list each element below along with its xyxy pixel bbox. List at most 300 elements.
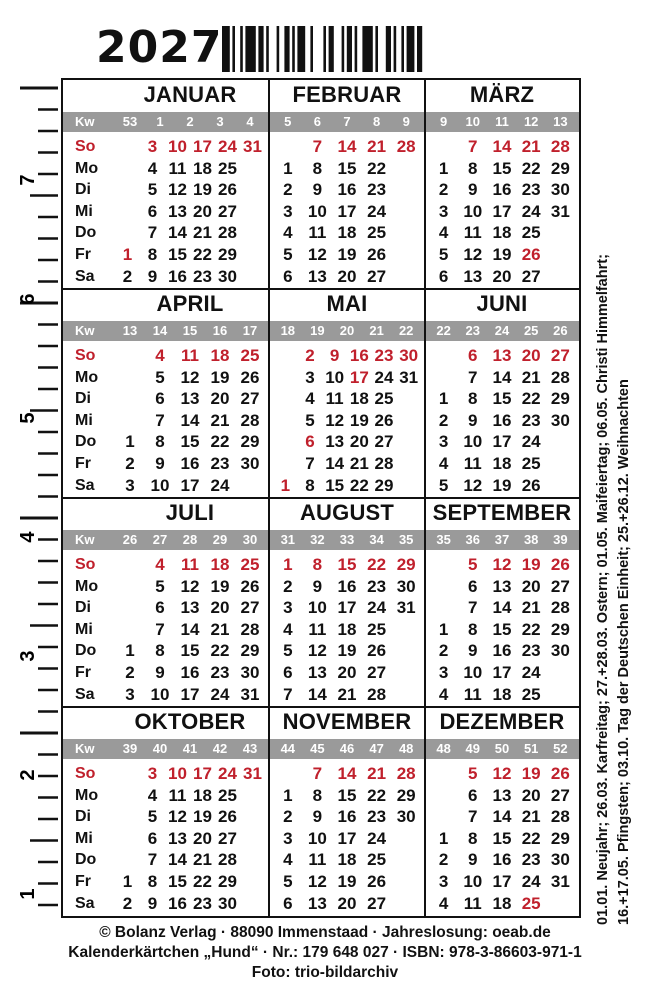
weekday-label: So (75, 347, 96, 364)
barcode-bar (232, 26, 235, 72)
day-cell: 1 (438, 389, 449, 409)
day-cell: 28 (550, 807, 570, 827)
day-cell: 18 (492, 684, 512, 704)
day-cell: 21 (210, 410, 230, 430)
day-cell: 14 (337, 137, 357, 156)
day-cell: 21 (367, 764, 387, 783)
day-cell: 3 (283, 201, 293, 221)
day-cell: 13 (168, 201, 187, 221)
day-cell: 6 (468, 785, 478, 805)
day-cell: 3 (438, 432, 449, 452)
day-cell: 23 (521, 850, 541, 870)
day-cell: 24 (367, 828, 387, 848)
weekday-label: Mo (75, 577, 99, 595)
barcode-bar (266, 26, 269, 72)
weekday-label: Di (75, 599, 91, 617)
day-cell: 16 (492, 180, 512, 200)
day-cell: 12 (325, 410, 345, 430)
barcode-bar (323, 26, 326, 72)
day-cell: 12 (492, 764, 512, 783)
day-cell: 27 (367, 266, 387, 286)
barcode-bar (375, 26, 378, 72)
day-cell: 22 (193, 872, 212, 891)
day-cell: 10 (307, 828, 327, 848)
day-cell: 13 (180, 598, 200, 618)
day-cell: 5 (438, 475, 449, 495)
ruler-number: 2 (17, 769, 39, 781)
barcode-bar (329, 26, 334, 72)
kw-number: 42 (212, 741, 228, 756)
day-cell: 8 (468, 389, 478, 409)
day-cell: 16 (180, 663, 200, 682)
month-juli (63, 498, 269, 707)
day-cell: 26 (218, 807, 237, 827)
day-cell: 10 (307, 201, 327, 221)
day-cell: 9 (147, 266, 158, 286)
month-märz (425, 80, 579, 289)
day-cell: 5 (283, 245, 293, 264)
day-cell: 17 (193, 764, 212, 783)
day-cell: 13 (307, 663, 327, 682)
day-cell: 29 (218, 245, 237, 264)
day-cell: 30 (396, 807, 416, 827)
kw-number: 25 (523, 323, 539, 338)
kw-number: 17 (242, 323, 258, 338)
day-cell: 28 (374, 454, 394, 473)
day-cell: 19 (492, 245, 512, 264)
day-cell: 13 (168, 828, 187, 848)
day-cell: 5 (147, 807, 158, 827)
month-name: MAI (326, 291, 368, 316)
day-cell: 21 (367, 137, 387, 156)
day-cell: 22 (521, 828, 541, 848)
kw-number: 40 (152, 741, 168, 756)
kw-number: 33 (339, 532, 355, 547)
day-cell: 28 (550, 367, 570, 387)
day-cell: 1 (283, 158, 293, 178)
day-cell: 22 (210, 432, 230, 452)
day-cell: 23 (521, 180, 541, 200)
day-cell: 9 (155, 454, 165, 473)
day-cell: 24 (374, 367, 394, 387)
day-cell: 15 (492, 389, 512, 409)
day-cell: 27 (374, 432, 394, 452)
day-cell: 20 (337, 893, 357, 913)
day-cell: 20 (521, 785, 541, 805)
day-cell: 16 (492, 641, 512, 661)
day-cell: 13 (307, 266, 327, 286)
day-cell: 17 (337, 828, 357, 848)
day-cell: 12 (463, 475, 483, 495)
day-cell: 7 (312, 764, 323, 783)
kw-label: Kw (75, 532, 95, 547)
day-cell: 17 (180, 475, 200, 495)
day-cell: 13 (325, 432, 345, 452)
day-cell: 27 (218, 828, 237, 848)
day-cell: 24 (210, 684, 230, 704)
day-cell: 3 (125, 684, 135, 704)
kw-label: Kw (75, 741, 95, 756)
day-cell: 22 (521, 158, 541, 178)
day-cell: 6 (155, 598, 165, 618)
day-cell: 17 (337, 201, 357, 221)
day-cell: 10 (463, 872, 483, 891)
day-cell: 28 (218, 850, 237, 870)
day-cell: 23 (374, 346, 394, 365)
day-cell: 28 (550, 137, 570, 156)
day-cell: 21 (193, 850, 212, 870)
day-cell: 4 (438, 454, 449, 473)
day-cell: 7 (283, 684, 293, 704)
month-februar (269, 80, 425, 289)
day-cell: 10 (463, 201, 483, 221)
month-oktober (63, 707, 269, 916)
day-cell: 29 (396, 555, 416, 574)
day-cell: 18 (193, 785, 212, 805)
day-cell: 14 (180, 410, 200, 430)
day-cell: 29 (550, 619, 570, 639)
kw-number: 30 (242, 532, 258, 547)
kw-number: 5 (284, 114, 292, 129)
day-cell: 13 (492, 785, 512, 805)
day-cell: 30 (550, 641, 570, 661)
day-cell: 30 (240, 663, 260, 682)
barcode-bar (292, 26, 295, 72)
day-cell: 1 (122, 245, 133, 264)
kw-number: 3 (216, 114, 224, 129)
calendar-grid (61, 78, 581, 918)
day-cell: 23 (367, 180, 387, 200)
weekday-label: Sa (75, 685, 95, 703)
weekday-label: Sa (75, 894, 95, 912)
day-cell: 17 (337, 598, 357, 618)
day-cell: 30 (550, 850, 570, 870)
day-cell: 14 (492, 598, 512, 618)
day-cell: 28 (396, 764, 416, 783)
kw-number: 24 (494, 323, 510, 338)
day-cell: 23 (521, 641, 541, 661)
barcode-bar (386, 26, 391, 72)
day-cell: 11 (463, 223, 482, 243)
day-cell: 12 (168, 180, 187, 200)
day-cell: 25 (240, 555, 260, 574)
day-cell: 14 (492, 137, 512, 156)
kw-number: 36 (465, 532, 481, 547)
day-cell: 10 (463, 663, 483, 682)
day-cell: 23 (521, 410, 541, 430)
ruler (0, 70, 62, 918)
day-cell: 9 (468, 641, 478, 661)
kw-number: 9 (402, 114, 410, 129)
day-cell: 25 (521, 223, 541, 243)
day-cell: 18 (337, 223, 357, 243)
day-cell: 18 (492, 454, 512, 473)
kw-number: 38 (523, 532, 539, 547)
kw-number: 4 (246, 114, 254, 129)
kw-number: 31 (280, 532, 296, 547)
day-cell: 3 (305, 367, 315, 387)
day-cell: 30 (550, 180, 570, 200)
day-cell: 22 (521, 619, 541, 639)
day-cell: 30 (218, 893, 237, 913)
day-cell: 16 (168, 893, 187, 913)
day-cell: 7 (468, 598, 478, 618)
barcode-bar (258, 26, 263, 72)
day-cell: 10 (150, 684, 170, 704)
day-cell: 8 (312, 555, 323, 574)
weekday-label: Fr (75, 664, 91, 681)
day-cell: 16 (349, 346, 369, 365)
day-cell: 15 (337, 785, 357, 805)
day-cell: 27 (240, 598, 260, 618)
day-cell: 25 (521, 454, 541, 473)
day-cell: 31 (396, 598, 416, 618)
day-cell: 6 (283, 893, 293, 913)
day-cell: 18 (349, 389, 369, 409)
month-november (269, 707, 425, 916)
day-cell: 27 (218, 201, 237, 221)
day-cell: 2 (122, 893, 133, 913)
weekday-label: Mo (75, 368, 99, 386)
day-cell: 2 (283, 807, 293, 827)
day-cell: 4 (438, 893, 449, 913)
day-cell: 8 (155, 641, 165, 661)
day-cell: 26 (374, 410, 394, 430)
day-cell: 23 (367, 576, 387, 596)
day-cell: 20 (210, 389, 230, 409)
day-cell: 31 (240, 684, 260, 704)
day-cell: 21 (210, 619, 230, 639)
kw-number: 21 (369, 323, 384, 338)
day-cell: 3 (125, 475, 135, 495)
day-cell: 24 (521, 663, 541, 682)
day-cell: 14 (492, 807, 512, 827)
month-name: SEPTEMBER (432, 500, 572, 525)
day-cell: 25 (367, 850, 387, 870)
kw-number: 51 (523, 741, 539, 756)
day-cell: 25 (521, 684, 541, 704)
day-cell: 2 (283, 180, 293, 200)
day-cell: 6 (438, 266, 449, 286)
month-name: OKTOBER (134, 709, 246, 734)
day-cell: 12 (492, 555, 512, 574)
day-cell: 18 (337, 850, 357, 870)
day-cell: 26 (550, 555, 570, 574)
day-cell: 9 (329, 346, 340, 365)
holidays-line-2: 16.+17.05. Pfingsten; 03.10. Tag der Deutschen Einheit; 25.+26.12. Weihnachten (616, 379, 632, 925)
day-cell: 25 (218, 158, 237, 178)
day-cell: 23 (210, 454, 230, 473)
day-cell: 30 (218, 266, 237, 286)
day-cell: 25 (367, 223, 387, 243)
day-cell: 3 (438, 872, 449, 891)
day-cell: 2 (283, 576, 293, 596)
month-name: JUNI (476, 291, 528, 316)
kw-number: 41 (182, 741, 198, 756)
day-cell: 30 (240, 454, 260, 473)
day-cell: 8 (147, 872, 158, 891)
day-cell: 27 (550, 346, 570, 365)
kw-number: 1 (156, 114, 164, 129)
kw-number: 23 (465, 323, 481, 338)
barcode-bar (245, 26, 255, 72)
day-cell: 10 (168, 764, 187, 783)
day-cell: 26 (240, 576, 260, 596)
day-cell: 3 (147, 137, 158, 156)
weekday-label: Do (75, 642, 97, 660)
month-mai (269, 289, 425, 498)
day-cell: 8 (147, 245, 158, 264)
day-cell: 26 (367, 641, 387, 661)
day-cell: 7 (147, 223, 158, 243)
day-cell: 30 (550, 410, 570, 430)
day-cell: 6 (283, 663, 293, 682)
day-cell: 25 (240, 346, 260, 365)
day-cell: 26 (218, 180, 237, 200)
day-cell: 11 (463, 893, 482, 913)
day-cell: 1 (122, 872, 133, 891)
day-cell: 19 (492, 475, 512, 495)
kw-number: 46 (339, 741, 355, 756)
day-cell: 6 (305, 432, 315, 452)
day-cell: 12 (307, 641, 327, 661)
day-cell: 5 (155, 367, 165, 387)
month-august (269, 498, 425, 707)
day-cell: 5 (468, 555, 478, 574)
day-cell: 24 (218, 137, 237, 156)
day-cell: 5 (468, 764, 478, 783)
day-cell: 15 (337, 555, 357, 574)
month-name: AUGUST (299, 500, 395, 525)
day-cell: 20 (210, 598, 230, 618)
day-cell: 18 (193, 158, 212, 178)
day-cell: 26 (367, 872, 387, 891)
day-cell: 29 (550, 158, 570, 178)
day-cell: 24 (367, 201, 387, 221)
day-cell: 27 (521, 266, 541, 286)
day-cell: 23 (210, 663, 230, 682)
barcode-bar (362, 26, 372, 72)
day-cell: 6 (468, 346, 478, 365)
day-cell: 22 (367, 555, 387, 574)
day-cell: 20 (349, 432, 369, 452)
kw-number: 48 (436, 741, 451, 756)
day-cell: 19 (193, 807, 212, 827)
kw-label: Kw (75, 323, 95, 338)
day-cell: 26 (521, 245, 541, 264)
kw-number: 18 (280, 323, 296, 338)
weekday-label: So (75, 138, 96, 155)
kw-number: 7 (343, 114, 351, 129)
day-cell: 4 (155, 555, 165, 574)
kw-number: 15 (182, 323, 198, 338)
day-cell: 7 (312, 137, 323, 156)
day-cell: 25 (367, 619, 387, 639)
kw-number: 27 (152, 532, 168, 547)
day-cell: 25 (374, 389, 394, 409)
month-juni (425, 289, 579, 498)
ruler-number: 5 (17, 412, 39, 424)
kw-number: 43 (242, 741, 258, 756)
day-cell: 29 (240, 432, 260, 452)
kw-number: 32 (310, 532, 325, 547)
weekday-label: Mi (75, 411, 93, 429)
day-cell: 1 (280, 475, 291, 495)
day-cell: 24 (210, 475, 230, 495)
weekday-label: Sa (75, 476, 95, 494)
day-cell: 21 (337, 684, 357, 704)
day-cell: 2 (305, 346, 315, 365)
day-cell: 22 (349, 475, 369, 495)
weekday-label: Fr (75, 246, 91, 263)
kw-number: 26 (122, 532, 138, 547)
day-cell: 19 (349, 410, 369, 430)
day-cell: 4 (438, 223, 449, 243)
day-cell: 11 (168, 158, 187, 178)
kw-number: 9 (439, 114, 448, 129)
day-cell: 11 (308, 223, 327, 243)
day-cell: 4 (438, 684, 449, 704)
day-cell: 1 (438, 828, 449, 848)
footer-line-2: Kalenderkärtchen „Hund“ · Nr.: 179 648 027 · ISBN: 978-3-86603-971-1 (68, 944, 582, 961)
day-cell: 28 (367, 684, 387, 704)
day-cell: 12 (168, 807, 187, 827)
day-cell: 16 (337, 807, 357, 827)
day-cell: 4 (283, 223, 293, 243)
day-cell: 23 (367, 807, 387, 827)
day-cell: 14 (337, 764, 357, 783)
kw-number: 39 (122, 741, 138, 756)
day-cell: 8 (468, 828, 478, 848)
kw-number: 13 (553, 114, 568, 129)
day-cell: 26 (367, 245, 387, 264)
day-cell: 5 (438, 245, 449, 264)
day-cell: 7 (155, 410, 165, 430)
day-cell: 28 (218, 223, 237, 243)
kw-number: 28 (182, 532, 198, 547)
month-name: JANUAR (143, 82, 237, 107)
barcode-bar (401, 26, 404, 72)
day-cell: 7 (147, 850, 158, 870)
day-cell: 4 (283, 619, 293, 639)
weekday-label: So (75, 765, 96, 782)
holidays-line-1: 01.01. Neujahr; 26.03. Karfreitag; 27.+28.03. Ostern; 01.05. Maifeiertag; 06.05. Christi Himmelfahrt; (595, 254, 611, 925)
day-cell: 15 (492, 158, 512, 178)
month-september (425, 498, 579, 707)
kw-number: 48 (398, 741, 414, 756)
day-cell: 9 (312, 576, 323, 596)
day-cell: 28 (240, 619, 260, 639)
day-cell: 31 (243, 137, 262, 156)
day-cell: 19 (521, 555, 541, 574)
day-cell: 22 (521, 389, 541, 409)
day-cell: 28 (550, 598, 570, 618)
day-cell: 15 (180, 641, 200, 661)
barcode-bar (355, 26, 358, 72)
day-cell: 12 (307, 245, 327, 264)
barcode (222, 26, 582, 72)
day-cell: 18 (337, 619, 357, 639)
day-cell: 4 (283, 850, 293, 870)
barcode-bar (277, 26, 280, 72)
day-cell: 13 (492, 576, 512, 596)
kw-number: 44 (280, 741, 296, 756)
day-cell: 24 (218, 764, 237, 783)
day-cell: 2 (438, 850, 449, 870)
footer (0, 923, 650, 983)
day-cell: 7 (155, 619, 165, 639)
kw-label: Kw (75, 114, 95, 129)
